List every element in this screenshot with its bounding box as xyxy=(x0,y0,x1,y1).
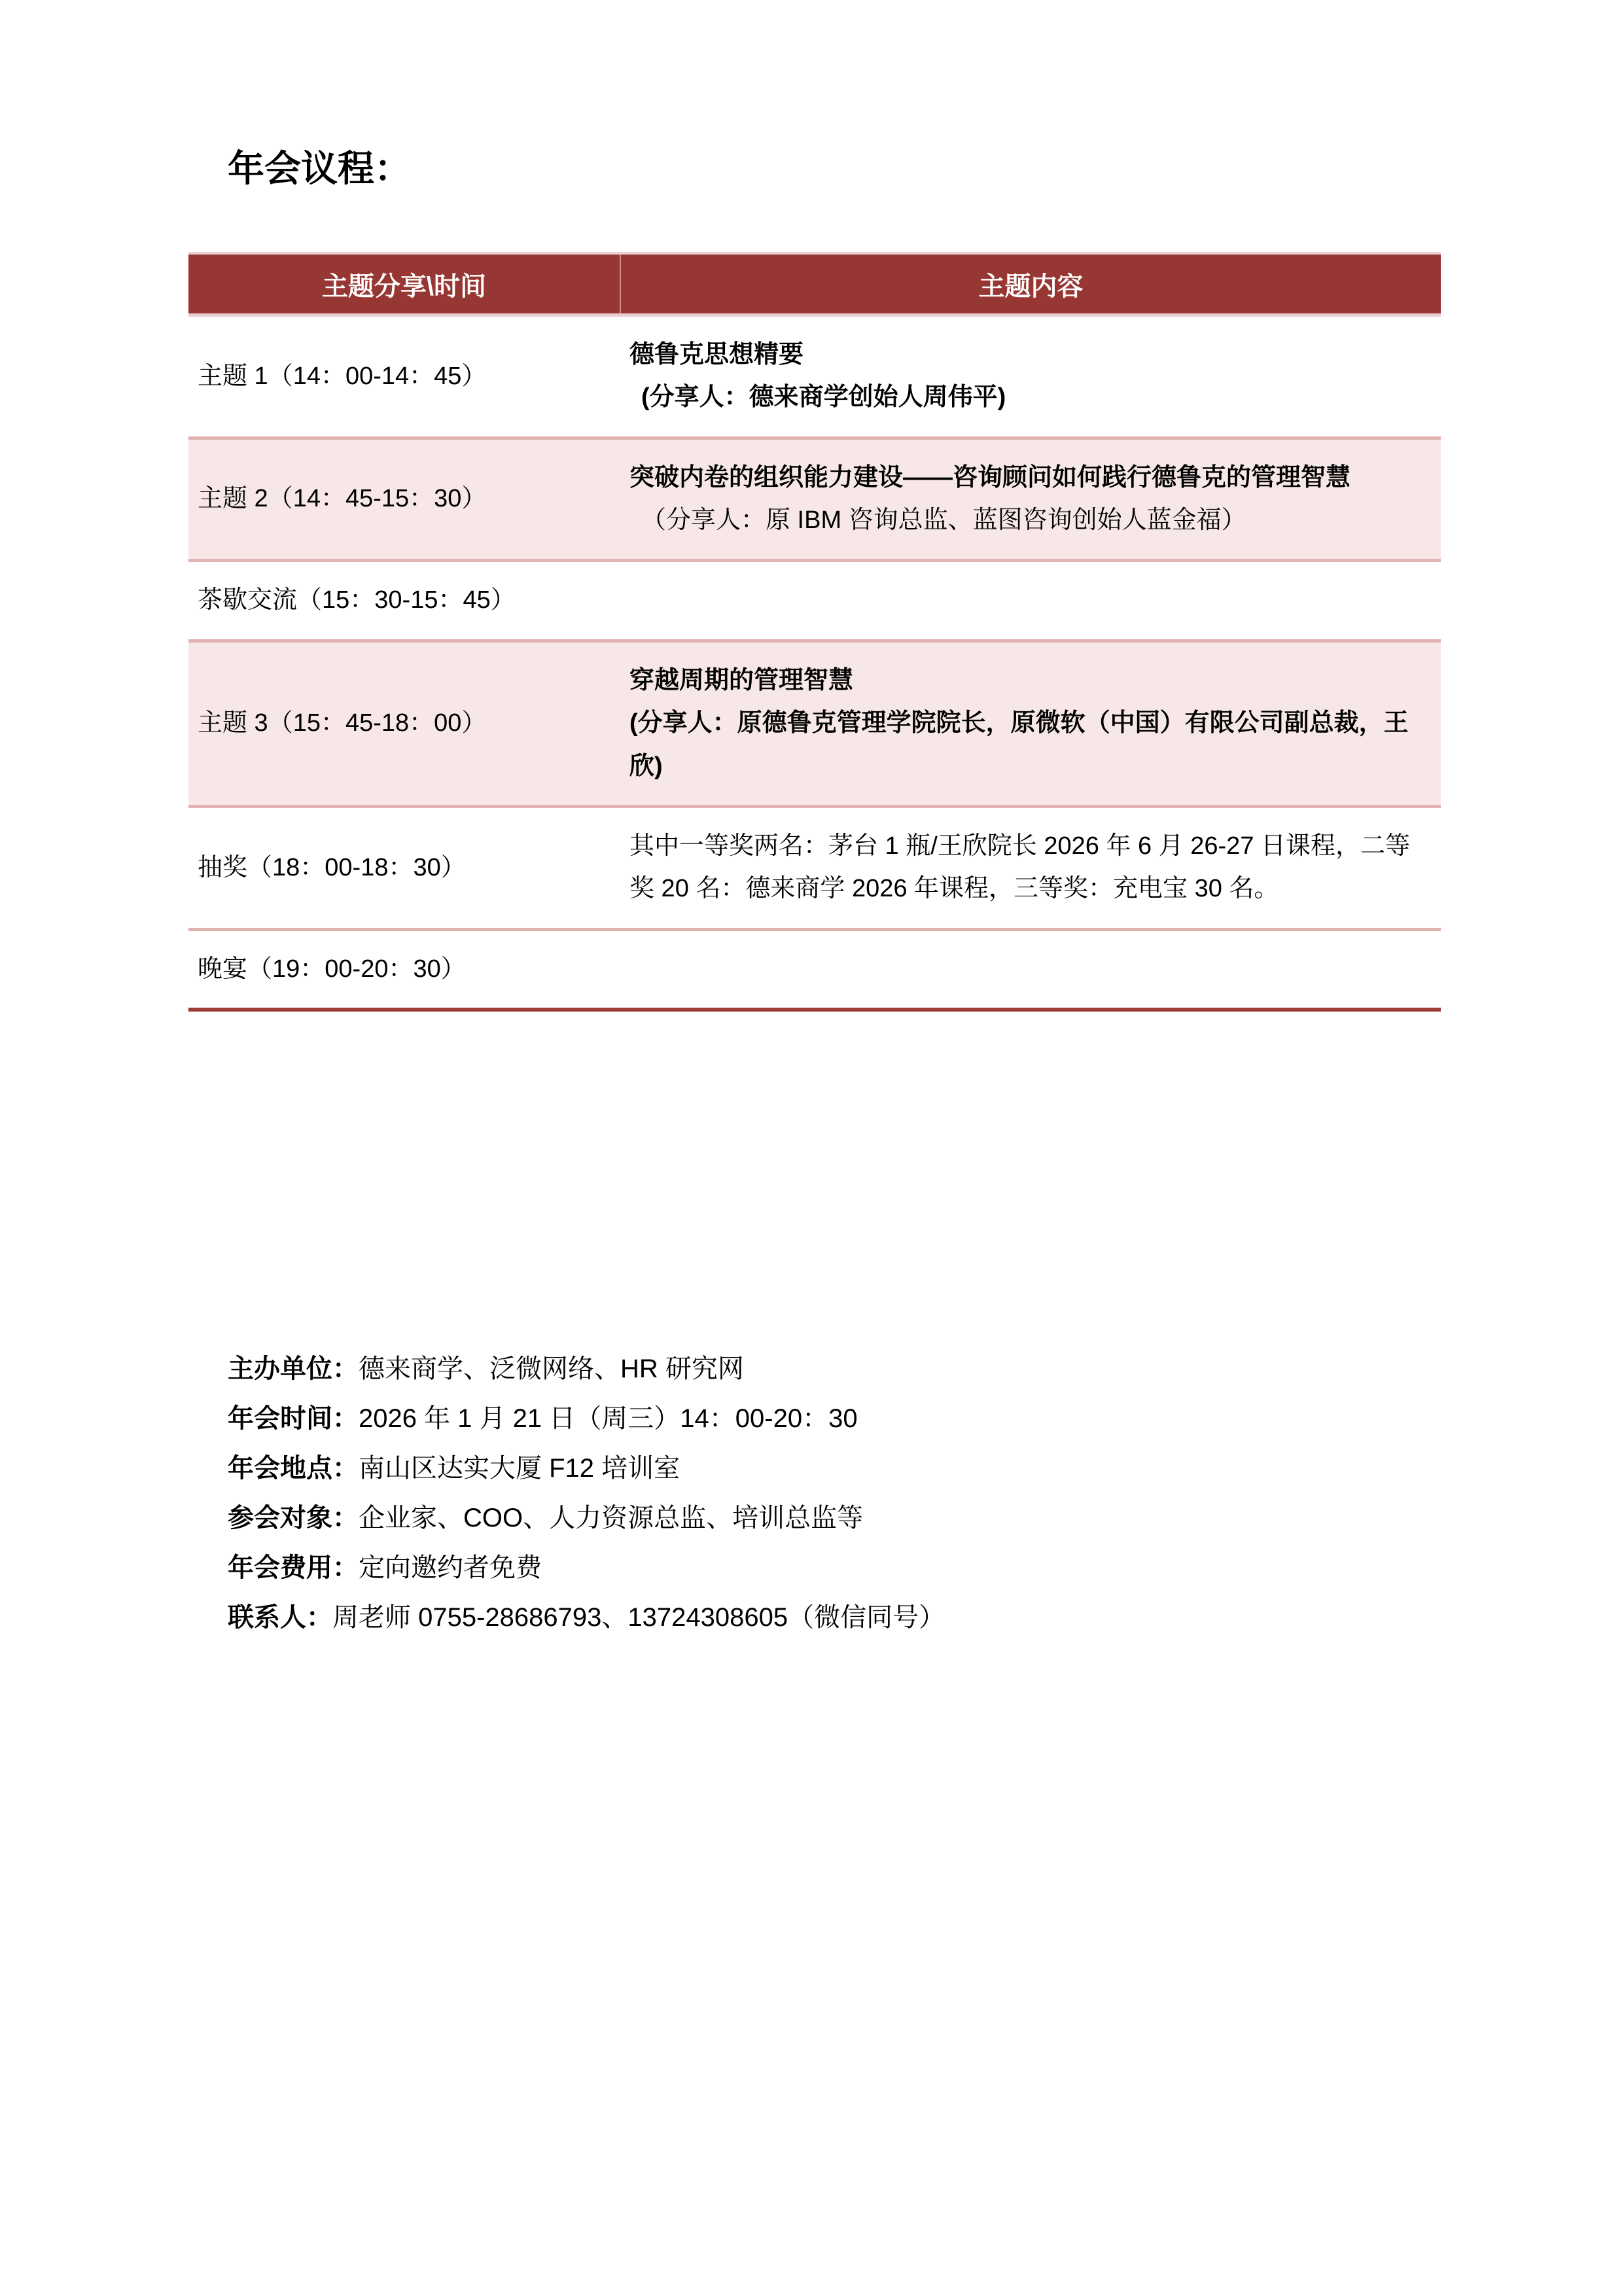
info-value: 德来商学、泛微网络、HR 研究网 xyxy=(359,1354,744,1383)
info-label: 主办单位： xyxy=(228,1354,359,1383)
agenda-table xyxy=(188,252,1441,1008)
agenda-content-line: 突破内卷的组织能力建设——咨询顾问如何践行德鲁克的管理智慧 xyxy=(629,463,1351,491)
agenda-table-head xyxy=(188,253,1441,315)
table-row xyxy=(188,561,1441,641)
agenda-content-line: （分享人：原 IBM 咨询总监、蓝图咨询创始人蓝金福） xyxy=(641,506,1246,535)
info-value: 周老师 0755-28686793、13724308605（微信同号） xyxy=(332,1603,945,1632)
info-row xyxy=(228,1455,945,1481)
agenda-content-cell xyxy=(620,641,1441,806)
info-value: 企业家、COO、人力资源总监、培训总监等 xyxy=(359,1504,864,1532)
agenda-content-cell xyxy=(620,315,1441,438)
agenda-table-body xyxy=(188,315,1441,1008)
table-row xyxy=(188,315,1441,438)
table-row xyxy=(188,438,1441,561)
agenda-content-cell xyxy=(620,561,1441,641)
info-label: 参会对象： xyxy=(228,1504,359,1532)
agenda-content-cell xyxy=(620,929,1441,1008)
table-row xyxy=(188,806,1441,929)
table-row xyxy=(188,641,1441,806)
event-info-block xyxy=(228,1356,945,1631)
agenda-content-line: 穿越周期的管理智慧 xyxy=(629,666,854,694)
agenda-time-cell: 主题 1（14：00-14：45） xyxy=(188,315,620,438)
column-header-content: 主题内容 xyxy=(620,253,1441,315)
agenda-time-cell: 主题 3（15：45-18：00） xyxy=(188,641,620,806)
agenda-content-line: (分享人：原德鲁克管理学院院长，原微软（中国）有限公司副总裁，王欣) xyxy=(629,709,1409,780)
table-bottom-rule xyxy=(188,1008,1441,1012)
agenda-content-line: 其中一等奖两名：茅台 1 瓶/王欣院长 2026 年 6 月 26-27 日课程，二等奖 20 名：德来商学 2026 年课程，三等奖：充电宝 30 名。 xyxy=(629,832,1411,903)
table-row xyxy=(188,929,1441,1008)
info-label: 年会地点： xyxy=(228,1454,359,1483)
info-value: 南山区达实大厦 F12 培训室 xyxy=(359,1454,680,1483)
info-value: 2026 年 1 月 21 日（周三）14：00-20：30 xyxy=(359,1404,858,1433)
agenda-time-cell: 主题 2（14：45-15：30） xyxy=(188,438,620,561)
agenda-time-cell: 茶歇交流（15：30-15：45） xyxy=(188,561,620,641)
info-label: 联系人： xyxy=(228,1603,332,1632)
table-header-row xyxy=(188,253,1441,315)
info-label: 年会时间： xyxy=(228,1404,359,1433)
agenda-content-line: 德鲁克思想精要 xyxy=(629,341,804,368)
info-row xyxy=(228,1405,945,1432)
agenda-time-cell: 晚宴（19：00-20：30） xyxy=(188,929,620,1008)
info-row xyxy=(228,1604,945,1631)
info-label: 年会费用： xyxy=(228,1553,359,1582)
column-header-time: 主题分享\时间 xyxy=(188,253,620,315)
agenda-content-cell xyxy=(620,806,1441,929)
info-row xyxy=(228,1505,945,1531)
page-title: 年会议程： xyxy=(228,147,411,189)
agenda-time-cell: 抽奖（18：00-18：30） xyxy=(188,806,620,929)
info-value: 定向邀约者免费 xyxy=(359,1553,542,1582)
info-row xyxy=(228,1555,945,1581)
info-row xyxy=(228,1356,945,1382)
agenda-content-cell xyxy=(620,438,1441,561)
agenda-content-line: (分享人：德来商学创始人周伟平) xyxy=(641,383,1006,412)
